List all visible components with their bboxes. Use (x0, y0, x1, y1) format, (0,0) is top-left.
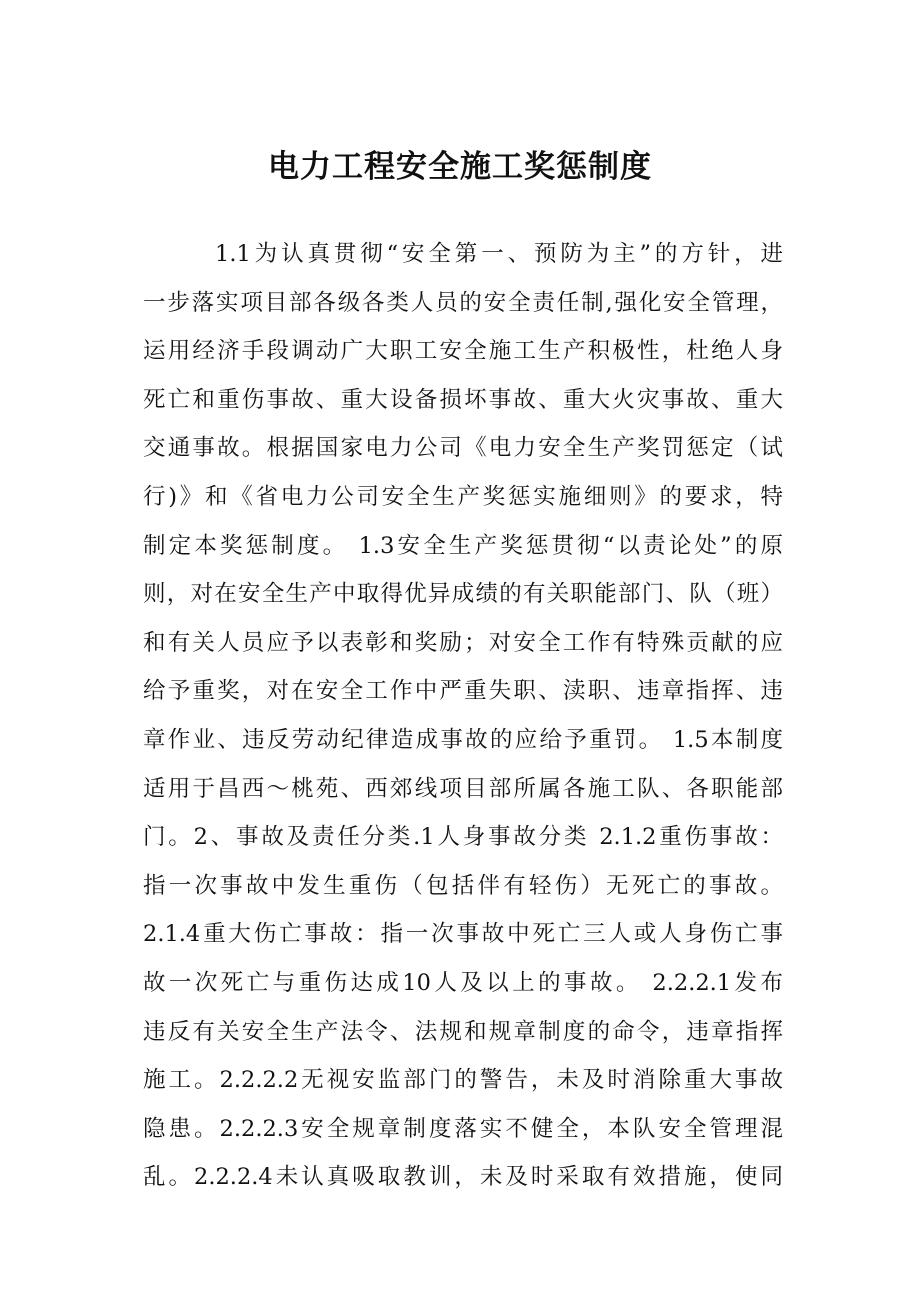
body-line: 故一次死亡与重伤达成10人及以上的事故。 2.2.2.1发布 (143, 969, 783, 996)
body-line: 违反有关安全生产法令、法规和规章制度的命令，违章指挥 (143, 1018, 783, 1045)
body-line: 运用经济手段调动广大职工安全施工生产积极性，杜绝人身 (143, 338, 783, 365)
body-line: 指一次事故中发生重伤（包括伴有轻伤）无死亡的事故。 (143, 872, 783, 899)
body-line: 隐患。2.2.2.3安全规章制度落实不健全，本队安全管理混 (143, 1115, 783, 1142)
document-body (143, 230, 783, 1202)
body-line: 门。2、事故及责任分类.1人身事故分类 2.1.2重伤事故： (143, 824, 783, 851)
body-line: 乱。2.2.2.4未认真吸取教训，未及时采取有效措施，使同 (143, 1164, 783, 1191)
body-line: 和有关人员应予以表彰和奖励；对安全工作有特殊贡献的应 (143, 629, 783, 656)
body-line: 适用于昌西～桃苑、西郊线项目部所属各施工队、各职能部 (143, 775, 783, 802)
body-line: 一步落实项目部各级各类人员的安全责任制,强化安全管理， (143, 289, 783, 316)
body-line: 施工。2.2.2.2无视安监部门的警告，未及时消除重大事故 (143, 1067, 783, 1094)
body-line: 则，对在安全生产中取得优异成绩的有关职能部门、队（班） (143, 581, 783, 608)
body-line: 1.1为认真贯彻“安全第一、预防为主”的方针，进 (215, 241, 783, 267)
body-line: 行)》和《省电力公司安全生产奖惩实施细则》的要求，特 (143, 483, 783, 510)
document-title: 电力工程安全施工奖惩制度 (268, 149, 652, 185)
body-line: 给予重奖，对在安全工作中严重失职、渎职、违章指挥、违 (143, 678, 783, 705)
body-line: 制定本奖惩制度。 1.3安全生产奖惩贯彻“以责论处”的原 (143, 532, 783, 559)
body-line: 交通事故。根据国家电力公司《电力安全生产奖罚惩定（试 (143, 435, 783, 462)
body-line: 章作业、违反劳动纪律造成事故的应给予重罚。 1.5本制度 (143, 726, 783, 753)
body-line: 2.1.4重大伤亡事故：指一次事故中死亡三人或人身伤亡事 (143, 921, 783, 948)
body-line: 死亡和重伤事故、重大设备损坏事故、重大火灾事故、重大 (143, 386, 783, 413)
